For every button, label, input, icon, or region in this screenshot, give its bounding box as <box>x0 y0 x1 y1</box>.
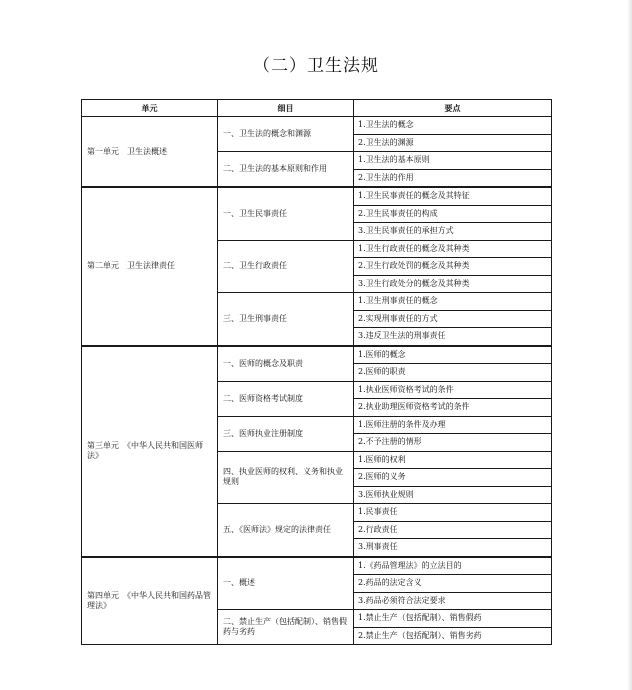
table-body <box>82 117 552 645</box>
topic-cell: 二、卫生行政责任 <box>218 240 354 293</box>
unit-cell: 第二单元 卫生法律责任 <box>82 187 218 346</box>
unit-cell: 第四单元 《中华人民共和国药品管理法》 <box>82 557 218 645</box>
point-cell: 2.药品的法定含义 <box>354 575 552 593</box>
page-title: （二）卫生法规 <box>253 56 379 76</box>
point-cell: 2.行政责任 <box>354 521 552 539</box>
point-cell: 1.执业医师资格考试的条件 <box>354 381 552 399</box>
point-cell: 2.不予注册的情形 <box>354 434 552 452</box>
table-row <box>82 117 552 135</box>
point-cell: 1.禁止生产（包括配制）、销售假药 <box>354 610 552 628</box>
topic-cell: 四、执业医师的权利、义务和执业规则 <box>218 451 354 504</box>
syllabus-table <box>81 99 552 645</box>
topic-cell: 二、卫生法的基本原则和作用 <box>218 152 354 188</box>
topic-cell: 二、禁止生产（包括配制）、销售假药与劣药 <box>218 610 354 645</box>
point-cell: 2.实现刑事责任的方式 <box>354 310 552 328</box>
point-cell: 1.医师注册的条件及办理 <box>354 416 552 434</box>
point-cell: 3.卫生民事责任的承担方式 <box>354 223 552 241</box>
point-cell: 3.违反卫生法的刑事责任 <box>354 328 552 346</box>
point-cell: 1.卫生法的基本原则 <box>354 152 552 170</box>
topic-cell: 二、医师资格考试制度 <box>218 381 354 416</box>
header-point: 要点 <box>354 100 552 117</box>
point-cell: 1.民事责任 <box>354 504 552 522</box>
point-cell: 1.卫生法的概念 <box>354 117 552 135</box>
table-row <box>82 187 552 205</box>
point-cell: 3.医师执业规则 <box>354 486 552 504</box>
point-cell: 2.禁止生产（包括配制）、销售劣药 <box>354 627 552 645</box>
point-cell: 2.卫生法的渊源 <box>354 134 552 152</box>
topic-cell: 一、概述 <box>218 557 354 610</box>
header-topic: 细目 <box>218 100 354 117</box>
topic-cell: 三、卫生刑事责任 <box>218 293 354 346</box>
point-cell: 2.卫生行政处罚的概念及其种类 <box>354 258 552 276</box>
table-header-row <box>82 100 552 117</box>
point-cell: 1.卫生民事责任的概念及其特征 <box>354 187 552 205</box>
topic-cell: 一、医师的概念及职责 <box>218 346 354 382</box>
point-cell: 1.医师的概念 <box>354 346 552 364</box>
table-row <box>82 346 552 364</box>
topic-cell: 一、卫生法的概念和渊源 <box>218 117 354 152</box>
point-cell: 2.卫生民事责任的构成 <box>354 205 552 223</box>
point-cell: 2.医师的义务 <box>354 469 552 487</box>
point-cell: 2.卫生法的作用 <box>354 169 552 187</box>
point-cell: 3.刑事责任 <box>354 539 552 557</box>
point-cell: 1.卫生刑事责任的概念 <box>354 293 552 311</box>
point-cell: 2.执业助理医师资格考试的条件 <box>354 399 552 417</box>
point-cell: 1.卫生行政责任的概念及其种类 <box>354 240 552 258</box>
unit-cell: 第一单元 卫生法概述 <box>82 117 218 188</box>
point-cell: 3.药品必须符合法定要求 <box>354 592 552 610</box>
point-cell: 3.卫生行政处分的概念及其种类 <box>354 275 552 293</box>
table-row <box>82 557 552 575</box>
unit-cell: 第三单元 《中华人民共和国医师法》 <box>82 346 218 557</box>
point-cell: 1.医师的权利 <box>354 451 552 469</box>
topic-cell: 一、卫生民事责任 <box>218 187 354 240</box>
topic-cell: 五、《医师法》规定的法律责任 <box>218 504 354 557</box>
topic-cell: 三、医师执业注册制度 <box>218 416 354 451</box>
header-unit: 单元 <box>82 100 218 117</box>
page-edge-shadow <box>627 0 632 690</box>
point-cell: 1.《药品管理法》的立法目的 <box>354 557 552 575</box>
point-cell: 2.医师的职责 <box>354 364 552 382</box>
